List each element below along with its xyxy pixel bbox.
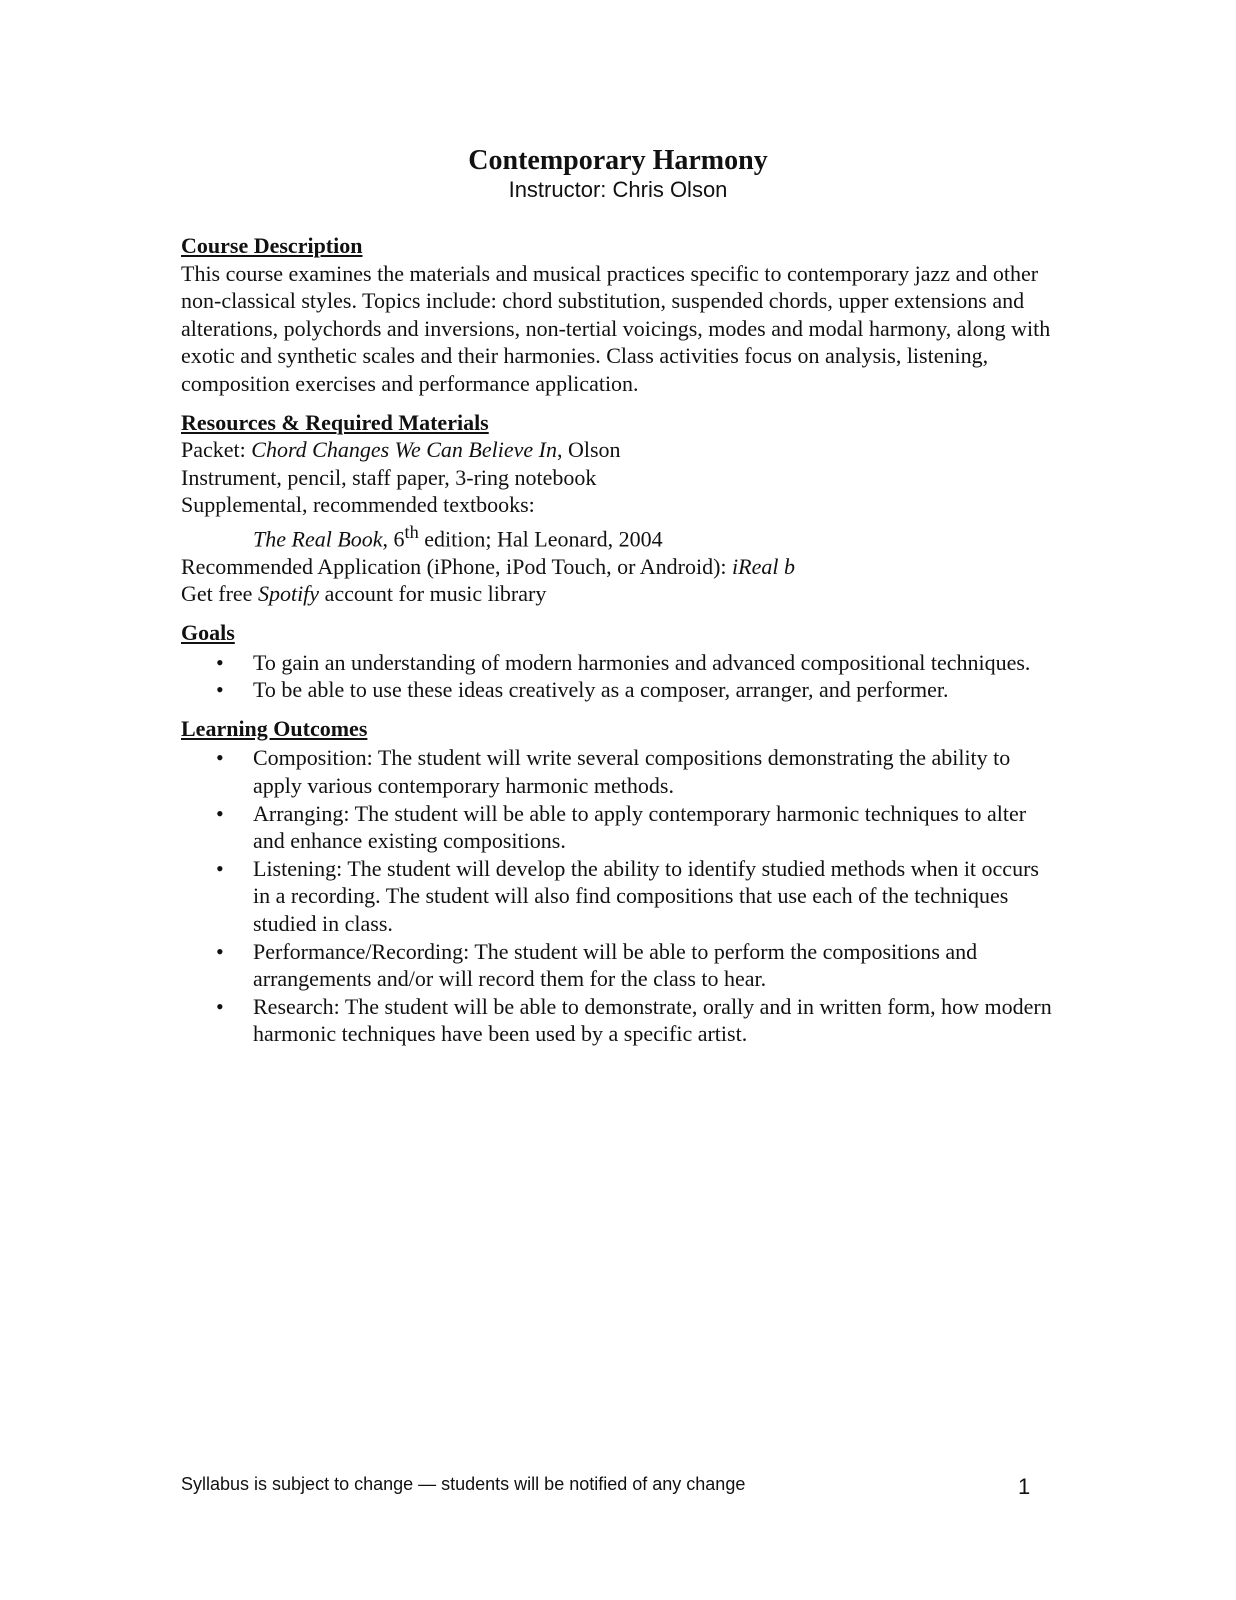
outcome-item: • Listening: The student will develop the ability to identify studied methods when it occurs in a recording. The student will also find compositions that use each of the techniques studied in class. — [181, 855, 1056, 938]
packet-label: Packet: — [181, 437, 252, 463]
learning-outcomes-section — [181, 715, 1056, 1048]
outcome-item: • Performance/Recording: The student will be able to perform the compositions and arrangements and/or will record them for the class to hear. — [181, 938, 1056, 993]
goal-item: • To gain an understanding of modern harmonies and advanced compositional techniques. — [181, 649, 1056, 677]
packet-author: , Olson — [556, 437, 621, 463]
spotify-prefix: Get free — [181, 581, 258, 607]
materials-line: Instrument, pencil, staff paper, 3-ring notebook — [181, 464, 597, 490]
spotify-name: Spotify — [257, 581, 320, 607]
page-number: 1 — [1018, 1474, 1031, 1499]
outcome-item: • Composition: The student will write several compositions demonstrating the ability to apply various contemporary harmonic methods. — [181, 744, 1056, 799]
resources-section — [181, 409, 1056, 608]
resources-heading: Resources & Required Materials — [181, 409, 489, 435]
textbook-publisher: edition; Hal Leonard, 2004 — [418, 526, 663, 552]
course-description-section — [181, 232, 1056, 398]
course-description-heading: Course Description — [181, 233, 363, 258]
textbooks-line: Supplemental, recommended textbooks: — [181, 492, 535, 518]
goal-item: • To be able to use these ideas creatively as a composer, arranger, and performer. — [181, 676, 1056, 704]
application-line — [181, 553, 1056, 581]
footer-note: Syllabus is subject to change — students will be notified of any change — [181, 1474, 746, 1494]
application-name: iReal b — [732, 553, 795, 579]
application-label: Recommended Application (iPhone, iPod Touch, or Android): — [181, 553, 733, 579]
learning-outcomes-list — [181, 744, 1056, 1048]
course-description-text: This course examines the materials and musical practices specific to contemporary jazz and other non-classical styles. Topics include: chord substitution, suspended chords, upper extensions and alterations, polychords and inversions, non-tertial voicings, modes and modal harmony, along with exotic and synthetic scales and their harmonies. Class activities focus on analysis, listening, composition exercises and performance application. — [181, 260, 1051, 396]
textbook-entry — [181, 519, 1056, 553]
goals-list — [181, 649, 1056, 704]
packet-line — [181, 436, 1056, 464]
document-body — [181, 232, 1056, 1059]
textbook-title: The Real Book — [253, 526, 383, 552]
outcome-item: • Research: The student will be able to demonstrate, orally and in written form, how modern harmonic techniques have been used by a specific artist. — [181, 993, 1056, 1048]
textbook-edition-suffix: th — [404, 521, 419, 542]
spotify-suffix: account for music library — [319, 581, 547, 607]
packet-title: Chord Changes We Can Believe In — [251, 437, 557, 463]
outcome-item: • Arranging: The student will be able to apply contemporary harmonic techniques to alter and enhance existing compositions. — [181, 800, 1056, 855]
spotify-line — [181, 580, 1056, 608]
goals-section — [181, 619, 1056, 704]
instructor-line: Instructor: Chris Olson — [508, 177, 728, 202]
document-title: Contemporary Harmony — [468, 145, 768, 176]
learning-outcomes-heading: Learning Outcomes — [181, 715, 368, 741]
goals-heading: Goals — [181, 620, 235, 646]
textbook-edition: , 6 — [382, 526, 405, 552]
